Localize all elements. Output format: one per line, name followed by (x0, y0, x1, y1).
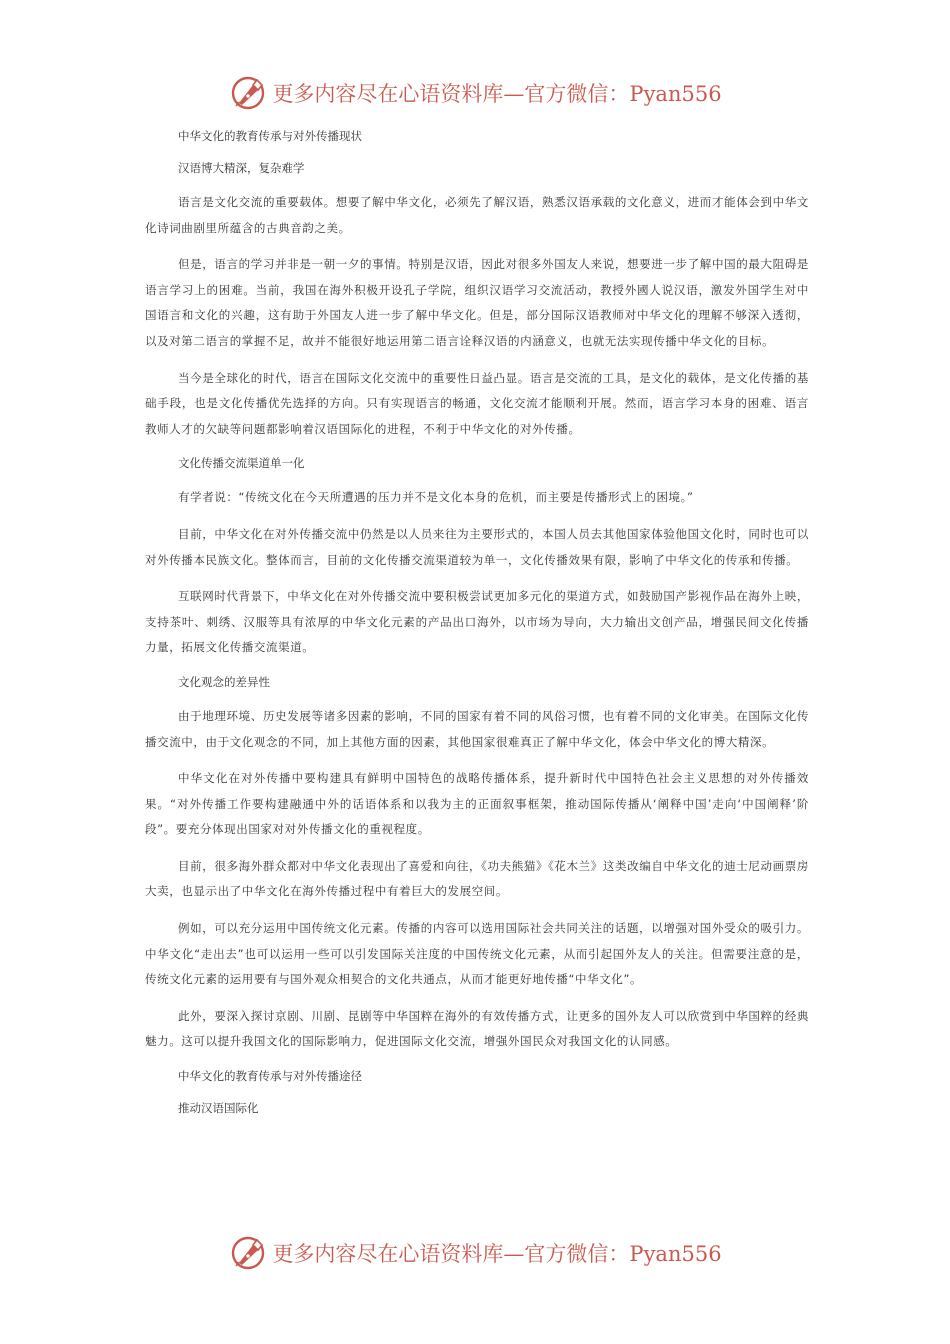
body-paragraph: 目前，中华文化在对外传播交流中仍然是以人员来往为主要形式的，本国人员去其他国家体验他国文化时，同时也可以对外传播本民族文化。整体而言，目前的文化传播交流渠道较为单一，文化传播效果有限，影响了中华文化的传承和传播。 (145, 526, 809, 567)
paragraph-spacer (145, 1087, 809, 1098)
section-heading: 文化传播交流渠道单一化 (178, 456, 305, 471)
section-heading: 中华文化的教育传承与对外传播现状 (178, 129, 362, 143)
header-watermark-banner (0, 70, 950, 116)
paragraph-spacer (145, 755, 809, 766)
paragraph-spacer (145, 147, 809, 158)
paragraph-spacer (145, 474, 809, 485)
paragraph-spacer (145, 355, 809, 366)
section-heading: 汉语博大精深，复杂难学 (178, 161, 305, 175)
body-paragraph: 目前，很多海外群众都对中华文化表现出了喜爱和向往，《功夫熊猫》《花木兰》这类改编自中华文化的迪士尼动画票房大卖，也显示出了中华文化在海外传播过程中有着巨大的发展空间。 (145, 858, 809, 899)
footer-watermark-banner (0, 1230, 950, 1276)
body-paragraph: 例如，可以充分运用中国传统文化元素。传播的内容可以选用国际社会共同关注的话题，以增强对国外受众的吸引力。中华文化“走出去”也可以运用一些可以引发国际关注度的中国传统文化元素，从而引起国外友人的关注。但需要注意的是，传统文化元素的运用要有与国外观众相契合的文化共通点，从而才能更好地传播“中华文化”。 (145, 921, 809, 987)
paragraph-spacer (145, 905, 809, 916)
paragraph-spacer (145, 179, 809, 190)
body-paragraph: 当今是全球化的时代，语言在国际文化交流中的重要性日益凸显。语言是交流的工具，是文化的载体，是文化传播的基础手段，也是文化传播优先选择的方向。只有实现语言的畅通，文化交流才能顺利开展。然而，语言学习本身的困难、语言教师人才的欠缺等问题都影响着汉语国际化的进程，不利于中华文化的对外传播。 (145, 370, 809, 436)
body-paragraph: 语言是文化交流的重要载体。想要了解中华文化，必须先了解汉语，熟悉汉语承载的文化意义，进而才能体会到中华文化诗词曲剧里所蕴含的古典音韵之美。 (145, 195, 809, 235)
paragraph-spacer (145, 442, 809, 453)
body-paragraph: 由于地理环境、历史发展等诸多因素的影响，不同的国家有着不同的风俗习惯，也有着不同的文化审美。在国际文化传播交流中，由于文化观念的不同，加上其他方面的因素，其他国家很难真正了解中华文化，体会中华文化的博大精深。 (145, 708, 809, 749)
paragraph-spacer (145, 1055, 809, 1066)
pen-nib-logo-icon (228, 1233, 268, 1273)
paragraph-spacer (145, 843, 809, 854)
watermark-text: 更多内容尽在心语资料库—官方微信：Pyan556 (272, 82, 722, 106)
section-heading: 中华文化的教育传承与对外传播途径 (178, 1069, 362, 1084)
body-paragraph: 但是，语言的学习并非是一朝一夕的事情。特别是汉语，因此对很多外国友人来说，想要进一步了解中国的最大阻碍是语言学习上的困难。当前，我国在海外积极开设孔子学院，组织汉语学习交流活动，教授外國人说汉语，激发外国学生对中国语言和文化的兴趣，这有助于外国友人进一步了解中华文化。但是，部分国际汉语教师对中华文化的理解不够深入透彻，以及对第二语言的掌握不足，故并不能很好地运用第二语言诠释汉语的内涵意义，也就无法实现传播中华文化的目标。 (145, 257, 809, 348)
document-body (145, 126, 809, 1119)
section-heading: 文化观念的差异性 (178, 674, 270, 689)
paragraph-spacer (145, 693, 809, 704)
watermark-text: 更多内容尽在心语资料库—官方微信：Pyan556 (272, 1242, 722, 1266)
section-heading: 推动汉语国际化 (178, 1101, 259, 1116)
body-paragraph: 此外，要深入探讨京剧、川剧、昆剧等中华国粹在海外的有效传播方式，让更多的国外友人可以欣赏到中华国粹的经典魅力。这可以提升我国文化的国际影响力，促进国际文化交流，增强外国民众对我国文化的认同感。 (145, 1008, 809, 1049)
body-paragraph: 中华文化在对外传播中要构建具有鲜明中国特色的战略传播体系，提升新时代中国特色社会主义思想的对外传播效果。“对外传播工作要构建融通中外的话语体系和以我为主的正面叙事框架，推动国际传播从‘阐释中国’走向‘中国阐释’阶段”。要充分体现出国家对对外传播文化的重视程度。 (145, 771, 809, 837)
pen-nib-logo-icon (228, 73, 268, 113)
paragraph-spacer (145, 993, 809, 1004)
body-paragraph: 有学者说：“传统文化在今天所遭遇的压力并不是文化本身的危机，而主要是传播形式上的困境。” (178, 490, 694, 505)
paragraph-spacer (145, 661, 809, 672)
paragraph-spacer (145, 573, 809, 584)
paragraph-spacer (145, 241, 809, 252)
body-paragraph: 互联网时代背景下，中华文化在对外传播交流中要积极尝试更加多元化的渠道方式，如鼓励国产影视作品在海外上映，支持茶叶、刺绣、汉服等具有浓厚的中华文化元素的产品出口海外，以市场为导向，大力输出文创产品，增强民间文化传播力量，拓展文化传播交流渠道。 (145, 589, 809, 655)
paragraph-spacer (145, 511, 809, 522)
